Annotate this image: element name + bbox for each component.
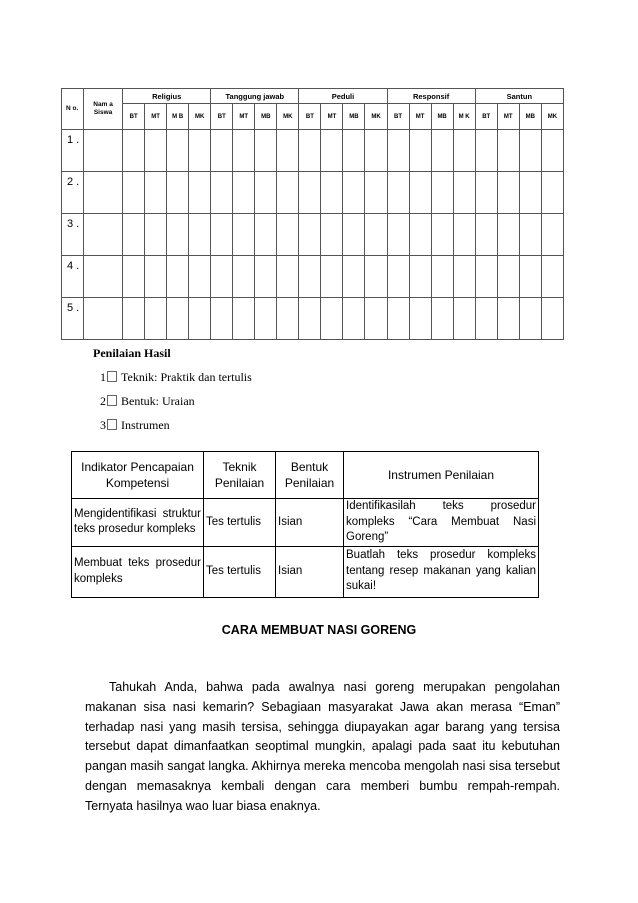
score-cell	[167, 298, 189, 340]
score-cell	[84, 214, 123, 256]
score-cell	[123, 130, 145, 172]
score-cell	[145, 298, 167, 340]
score-cell	[277, 298, 299, 340]
score-cell	[365, 256, 387, 298]
col-header-no: N o.	[62, 89, 84, 130]
score-cell	[409, 130, 431, 172]
score-cell	[299, 256, 321, 298]
score-cell	[145, 172, 167, 214]
score-cell	[211, 298, 233, 340]
score-cell	[475, 298, 497, 340]
score-cell	[299, 130, 321, 172]
score-cell	[255, 214, 277, 256]
score-cell	[519, 256, 541, 298]
cell-indikator: Mengidentifikasi struktur teks prosedur kompleks	[72, 499, 204, 547]
score-cell	[255, 298, 277, 340]
score-cell	[431, 130, 453, 172]
score-cell	[343, 214, 365, 256]
score-cell	[84, 256, 123, 298]
group-header-peduli: Peduli	[299, 89, 387, 104]
score-cell	[84, 130, 123, 172]
section-title: Penilaian Hasil	[93, 346, 171, 360]
score-cell	[387, 172, 409, 214]
score-cell	[189, 172, 211, 214]
subcol-header: MK	[541, 104, 563, 130]
article-text: Tahukah Anda, bahwa pada awalnya nasi goreng merupakan pengolahan makanan sisa nasi kemarin? Sebagiaan masyarakat Jawa akan merasa “Eman” terhadap nasi yang masih tersisa, sehingga diupayakan agar barang yang tersisa tersebut dapat dimanfaatkan seoptimal mungkin, apalagi pada saat itu kebutuhan pangan masih sangat langka. Akhirnya mereka mencoba mengolah nasi sisa tersebut dengan memasaknya kembali dengan cara memberi bumbu rempah-rempah. Ternyata hasilnya wao luar biasa enaknya.	[85, 680, 560, 813]
score-cell	[431, 214, 453, 256]
item-text: Bentuk: Uraian	[121, 394, 195, 408]
subcol-header: M B	[167, 104, 189, 130]
header-instrumen: Instrumen Penilaian	[344, 452, 539, 499]
score-cell	[365, 214, 387, 256]
score-cell	[365, 130, 387, 172]
score-cell	[475, 256, 497, 298]
score-cell	[145, 214, 167, 256]
cell-teknik: Tes tertulis	[204, 546, 276, 597]
score-cell	[233, 214, 255, 256]
score-cell	[211, 256, 233, 298]
score-cell	[453, 214, 475, 256]
score-cell	[453, 298, 475, 340]
subcol-header: MT	[497, 104, 519, 130]
row-number: 2 .	[62, 172, 84, 214]
score-cell	[321, 214, 343, 256]
score-cell	[453, 172, 475, 214]
score-cell	[365, 298, 387, 340]
subcol-header: MB	[431, 104, 453, 130]
cell-instrumen: Identifikasilah teks prosedur kompleks “Cara Membuat Nasi Goreng”	[344, 499, 539, 547]
score-cell	[211, 130, 233, 172]
group-header-responsif: Responsif	[387, 89, 475, 104]
score-cell	[167, 256, 189, 298]
score-cell	[277, 214, 299, 256]
score-cell	[123, 172, 145, 214]
subcol-header: BT	[475, 104, 497, 130]
score-cell	[299, 172, 321, 214]
subcol-header: MK	[189, 104, 211, 130]
item-number: 3	[100, 418, 106, 432]
score-cell	[321, 256, 343, 298]
score-cell	[541, 256, 563, 298]
subcol-header: MB	[343, 104, 365, 130]
row-number: 3 .	[62, 214, 84, 256]
score-cell	[145, 256, 167, 298]
table-row	[62, 214, 564, 256]
subcol-header: BT	[387, 104, 409, 130]
list-item	[100, 418, 252, 433]
score-cell	[409, 214, 431, 256]
subcol-header: BT	[299, 104, 321, 130]
score-cell	[453, 256, 475, 298]
item-number: 1	[100, 370, 106, 384]
score-cell	[387, 130, 409, 172]
score-cell	[475, 130, 497, 172]
cell-instrumen: Buatlah teks prosedur kompleks tentang resep makanan yang kalian sukai!	[344, 546, 539, 597]
score-cell	[497, 256, 519, 298]
score-cell	[321, 130, 343, 172]
table-row	[62, 256, 564, 298]
score-cell	[211, 172, 233, 214]
checkbox-glyph-icon	[107, 395, 117, 406]
subcol-header: MB	[255, 104, 277, 130]
item-text: Instrumen	[121, 418, 170, 432]
score-cell	[431, 172, 453, 214]
score-cell	[233, 130, 255, 172]
table-row	[72, 546, 539, 597]
score-cell	[519, 172, 541, 214]
score-cell	[475, 214, 497, 256]
score-cell	[541, 172, 563, 214]
score-cell	[167, 214, 189, 256]
subcol-header: MT	[321, 104, 343, 130]
score-cell	[343, 256, 365, 298]
score-cell	[123, 298, 145, 340]
score-cell	[211, 214, 233, 256]
score-cell	[343, 130, 365, 172]
score-cell	[277, 256, 299, 298]
header-bentuk: Bentuk Penilaian	[276, 452, 344, 499]
header-teknik: Teknik Penilaian	[204, 452, 276, 499]
score-cell	[453, 130, 475, 172]
item-number: 2	[100, 394, 106, 408]
score-cell	[431, 298, 453, 340]
score-cell	[299, 214, 321, 256]
table-row	[62, 130, 564, 172]
score-cell	[343, 172, 365, 214]
checkbox-glyph-icon	[107, 419, 117, 430]
score-cell	[321, 172, 343, 214]
score-cell	[387, 214, 409, 256]
penilaian-hasil-section	[93, 346, 252, 442]
score-cell	[387, 256, 409, 298]
score-cell	[497, 214, 519, 256]
row-number: 5 .	[62, 298, 84, 340]
score-cell	[189, 214, 211, 256]
score-cell	[167, 130, 189, 172]
list-item	[100, 370, 252, 385]
score-cell	[431, 256, 453, 298]
col-header-nama-siswa: Nam a Siswa	[84, 89, 123, 130]
list-item	[100, 394, 252, 409]
score-cell	[497, 130, 519, 172]
subcol-header: M K	[453, 104, 475, 130]
score-cell	[519, 130, 541, 172]
row-number: 4 .	[62, 256, 84, 298]
score-cell	[541, 214, 563, 256]
score-cell	[387, 298, 409, 340]
group-header-religius: Religius	[123, 89, 211, 104]
cell-indikator: Membuat teks prosedur kompleks	[72, 546, 204, 597]
score-cell	[475, 172, 497, 214]
cell-bentuk: Isian	[276, 546, 344, 597]
score-cell	[255, 172, 277, 214]
score-cell	[123, 214, 145, 256]
cell-bentuk: Isian	[276, 499, 344, 547]
score-cell	[84, 298, 123, 340]
group-header-santun: Santun	[475, 89, 563, 104]
article-title: CARA MEMBUAT NASI GORENG	[221, 623, 417, 637]
subcol-header: MK	[365, 104, 387, 130]
subcol-header: MT	[145, 104, 167, 130]
score-cell	[189, 298, 211, 340]
score-cell	[233, 256, 255, 298]
score-cell	[321, 298, 343, 340]
score-cell	[409, 172, 431, 214]
score-cell	[255, 130, 277, 172]
subcol-header: BT	[123, 104, 145, 130]
score-cell	[233, 298, 255, 340]
score-cell	[277, 172, 299, 214]
score-cell	[365, 172, 387, 214]
score-cell	[409, 298, 431, 340]
score-cell	[233, 172, 255, 214]
subcol-header: MB	[519, 104, 541, 130]
row-number: 1 .	[62, 130, 84, 172]
score-cell	[519, 298, 541, 340]
score-cell	[541, 130, 563, 172]
attitude-assessment-table	[61, 88, 564, 340]
score-cell	[84, 172, 123, 214]
score-cell	[277, 130, 299, 172]
score-cell	[497, 172, 519, 214]
score-cell	[123, 256, 145, 298]
score-cell	[299, 298, 321, 340]
subcol-header: BT	[211, 104, 233, 130]
checkbox-glyph-icon	[107, 371, 117, 382]
table-row	[62, 172, 564, 214]
cell-teknik: Tes tertulis	[204, 499, 276, 547]
table-row	[62, 298, 564, 340]
header-indikator: Indikator Pencapaian Kompetensi	[72, 452, 204, 499]
score-cell	[343, 298, 365, 340]
score-cell	[145, 130, 167, 172]
item-text: Teknik: Praktik dan tertulis	[121, 370, 252, 384]
table-row	[72, 499, 539, 547]
subcol-header: MT	[409, 104, 431, 130]
score-cell	[167, 172, 189, 214]
score-cell	[189, 256, 211, 298]
score-cell	[519, 214, 541, 256]
score-cell	[541, 298, 563, 340]
instrument-table	[71, 451, 539, 598]
score-cell	[497, 298, 519, 340]
score-cell	[189, 130, 211, 172]
group-header-tanggung-jawab: Tanggung jawab	[211, 89, 299, 104]
subcol-header: MK	[277, 104, 299, 130]
score-cell	[255, 256, 277, 298]
score-cell	[409, 256, 431, 298]
subcol-header: MT	[233, 104, 255, 130]
article-paragraph	[85, 678, 560, 817]
